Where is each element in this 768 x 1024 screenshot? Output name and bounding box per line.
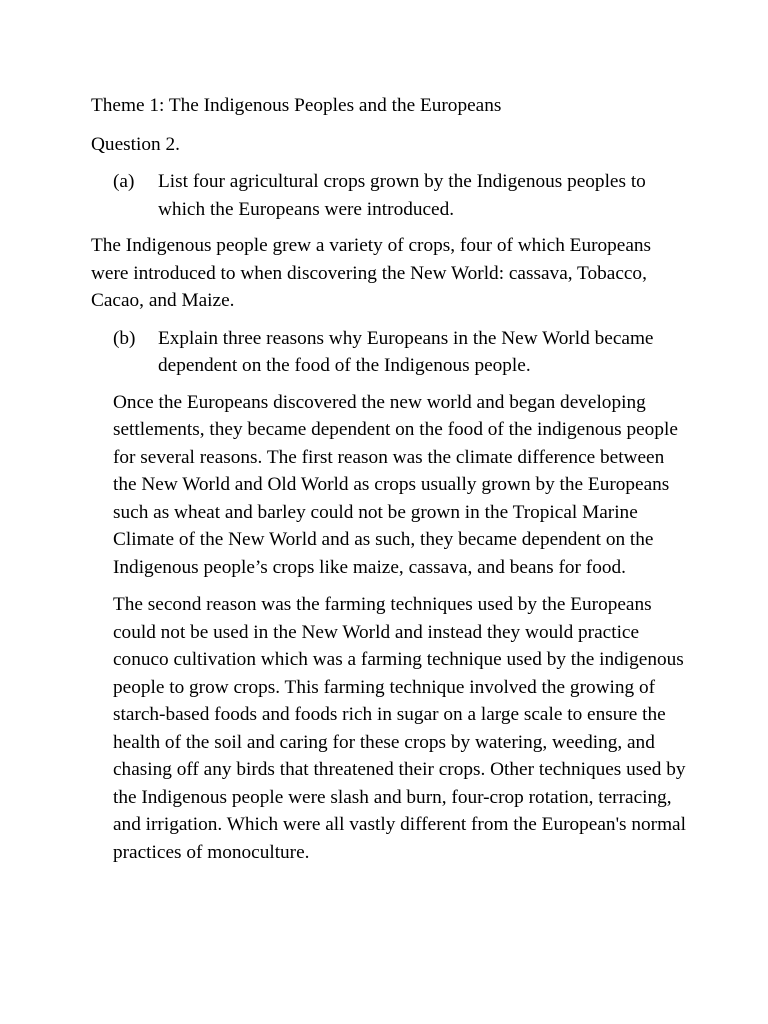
part-a-prompt-text: List four agricultural crops grown by the Indigenous peoples to which the Europeans were introduced. [158,171,646,220]
part-b-prompt [113,325,691,380]
part-b-answer-paragraph: The second reason was the farming techniques used by the Europeans could not be used in the New World and instead they would practice conuco cultivation which was a farming technique used by the indigenous people to grow crops. This farming technique involved the growing of starch-based foods and foods rich in sugar on a large scale to ensure the health of the soil and caring for these crops by watering, weeding, and chasing off any birds that threatened their crops. Other techniques used by the Indigenous people were slash and burn, four-crop rotation, terracing, and irrigation. Which were all vastly different from the European's normal practices of monoculture. [113,594,686,863]
document-page [91,92,691,866]
part-b-label: (b) [113,327,136,349]
part-b-answer-paragraph: Once the Europeans discovered the new world and began developing settlements, they became dependent on the food of the indigenous people for several reasons. The first reason was the climate difference between the New World and Old World as crops usually grown by the Europeans such as wheat and barley could not be grown in the Tropical Marine Climate of the New World and as such, they became dependent on the Indigenous people’s crops like maize, cassava, and beans for food. [113,391,678,578]
part-a-prompt [113,168,691,223]
part-b-prompt-text: Explain three reasons why Europeans in the New World became dependent on the food of the Indigenous people. [158,327,654,376]
theme-heading: Theme 1: The Indigenous Peoples and the Europeans [91,95,502,116]
part-a-answer: The Indigenous people grew a variety of crops, four of which Europeans were introduced to when discovering the New World: cassava, Tobacco, Cacao, and Maize. [91,235,652,311]
question-heading: Question 2. [91,133,180,155]
part-a-label: (a) [113,171,135,192]
